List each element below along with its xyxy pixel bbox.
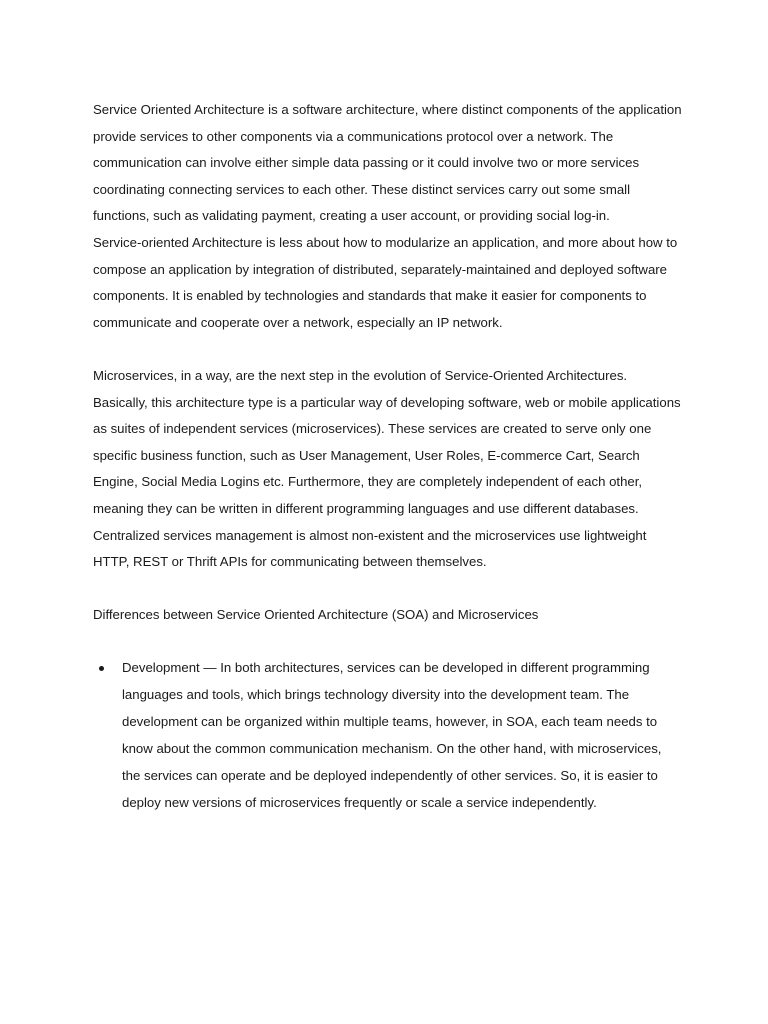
paragraph-spacer: [93, 576, 683, 603]
paragraph-spacer: [93, 629, 683, 656]
paragraph-soa-definition: Service Oriented Architecture is a software architecture, where distinct components of the application provide services to other components via a communications protocol over a network. The communication can involve either simple data passing or it could involve two or more services coordinating connecting services to each other. These distinct services carry out some small functions, such as validating payment, creating a user account, or providing social log-in.: [93, 102, 682, 224]
differences-heading: Differences between Service Oriented Architecture (SOA) and Microservices: [93, 607, 539, 623]
paragraph-soa-composition: Service-oriented Architecture is less about how to modularize an application, and more about how to compose an application by integration of distributed, separately-maintained and deployed software components. It is enabled by technologies and standards that make it easier for components to communicate and cooperate over a network, especially an IP network.: [93, 234, 678, 330]
document-page: [93, 97, 683, 817]
list-item: [93, 655, 683, 816]
paragraph-microservices: Microservices, in a way, are the next step in the evolution of Service-Oriented Architectures. Basically, this architecture type is a particular way of developing software, web or mobile applications as suites of independent services (microservices). These services are created to serve only one specific business function, such as User Management, User Roles, E-commerce Cart, Search Engine, Social Media Logins etc. Furthermore, they are completely independent of each other, meaning they can be written in different programming languages and use different databases. Centralized services management is almost non-existent and the microservices use lightweight HTTP, REST or Thrift APIs for communicating between themselves.: [93, 367, 681, 570]
list-item-text: Development — In both architectures, services can be developed in different programming languages and tools, which brings technology diversity into the development team. The development can be organized within multiple teams, however, in SOA, each team needs to know about the common communication mechanism. On the other hand, with microservices, the services can operate and be deployed independently of other services. So, it is easier to deploy new versions of microservices frequently or scale a service independently.: [122, 660, 662, 810]
paragraph-spacer: [93, 336, 683, 363]
differences-list: [93, 655, 683, 816]
bullet-icon: [99, 666, 104, 671]
